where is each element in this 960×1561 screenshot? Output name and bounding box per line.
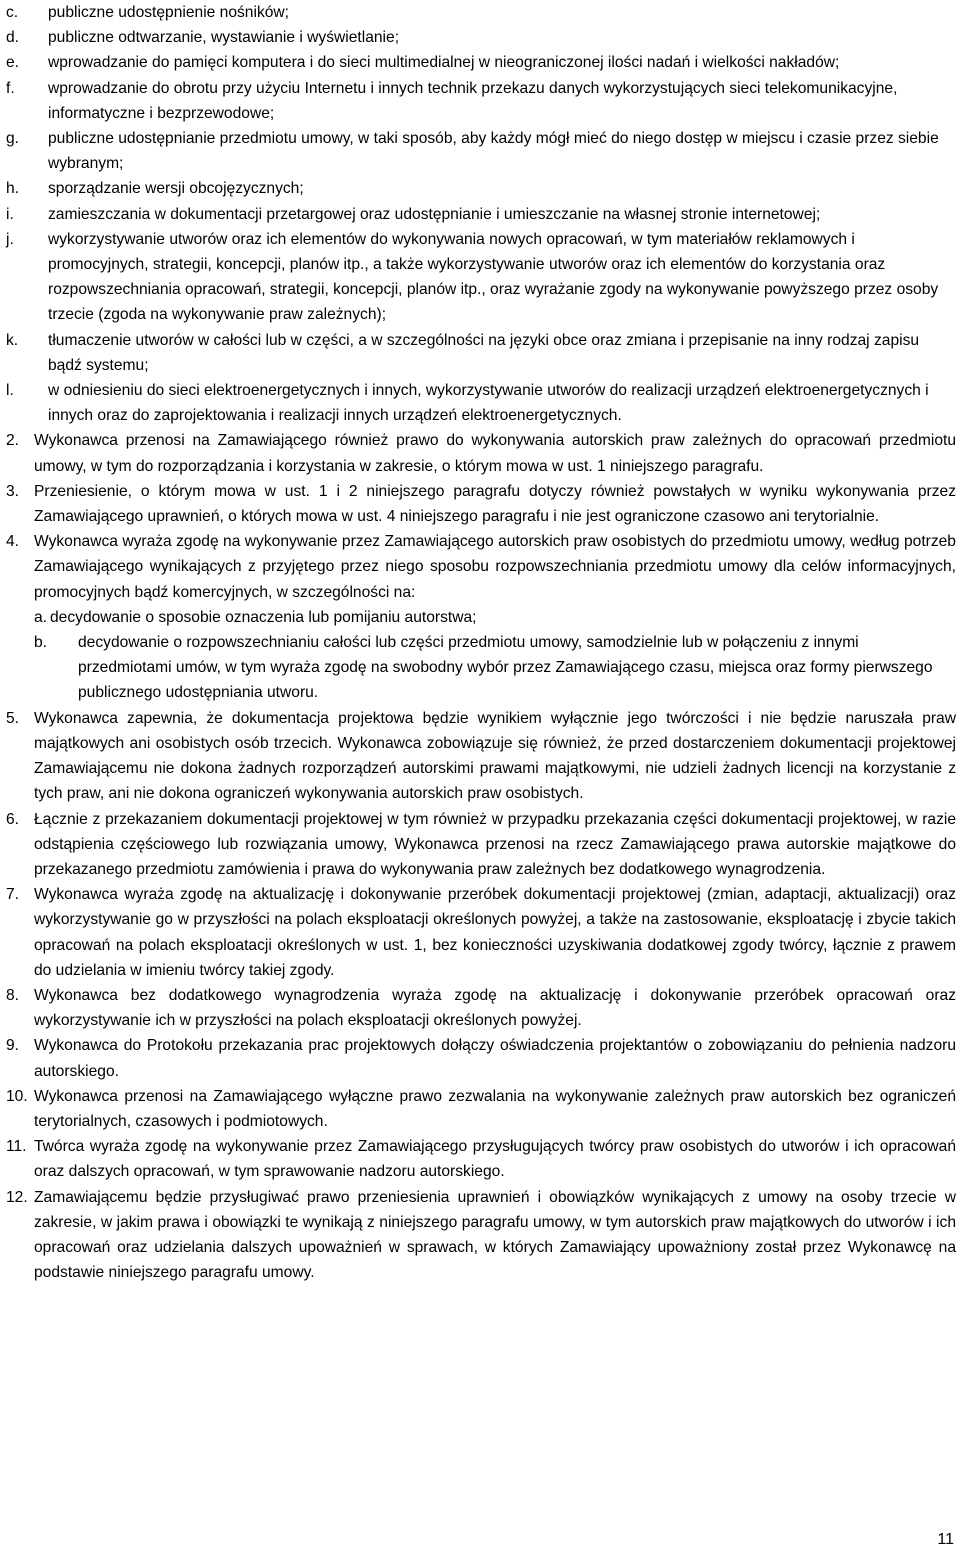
letter-item [6,176,956,201]
numbered-item [6,882,956,983]
numbered-item [6,983,956,1033]
letter-item [6,202,956,227]
list-text: sporządzanie wersji obcojęzycznych; [48,180,304,198]
letter-item [6,126,956,176]
list-text: Wykonawca zapewnia, że dokumentacja projektowa będzie wynikiem wyłącznie jego twórczości i nie będzie naruszała praw majątkowych ani osobistych osób trzecich. Wykonawca zobowiązuje się również, że przed dostarczeniem dokumentacji projektowej Zamawiającemu nie dokona żadnych rozporządzeń autorskimi prawami majątkowymi, nie udzieli żadnych licencji na korzystanie z tych praw, ani nie dokona ograniczeń wykonywania autorskich praw osobistych. [34,709,956,803]
list-marker: 9. [6,1037,20,1055]
list-marker: h. [6,180,20,198]
list-marker: 11. [6,1138,27,1156]
sub-item [6,605,956,630]
list-marker: 8. [6,986,20,1004]
list-marker: 10. [6,1087,28,1105]
list-marker: 3. [6,482,20,500]
letter-item [6,378,956,428]
list-marker: c. [6,4,19,21]
list-text: Wykonawca przenosi na Zamawiającego również prawo do wykonywania autorskich praw zależnych do opracowań przedmiotu umowy, w tym do rozporządzania i korzystania w zakresie, o którym mowa w ust. 1 niniejszego paragrafu. [34,432,956,475]
list-text: decydowanie o rozpowszechnianiu całości lub części przedmiotu umowy, samodzielnie lub w połączeniu z innymi przedmiotami umów, w tym wyraża zgodę na swobodny wybór przez Zamawiającego czasu, miejsca oraz formy pierwszego publicznego udostępniania utworu. [78,634,933,702]
list-text: Wykonawca przenosi na Zamawiającego wyłączne prawo zezwalania na wykonywanie zależnych praw autorskich bez ograniczeń terytorialnych, czasowych i podmiotowych. [34,1087,956,1130]
list-marker: j. [6,230,14,248]
numbered-item [6,807,956,883]
page-number: 11 [937,1531,954,1548]
list-marker: 4. [6,533,20,551]
numbered-item [6,479,956,529]
list-marker: 12. [6,1188,28,1206]
letter-item [6,0,956,25]
list-text: tłumaczenie utworów w całości lub w części, a w szczególności na języki obce oraz zmiana i przepisanie na inny rodzaj zapisu bądź systemu; [48,331,920,374]
document-page [6,0,956,1285]
list-marker: a. [34,608,48,626]
list-marker: 6. [6,810,20,828]
list-marker: f. [6,79,15,97]
list-marker: k. [6,331,19,349]
letter-item [6,50,956,75]
list-text: publiczne udostępnianie przedmiotu umowy, w taki sposób, aby każdy mógł mieć do niego dostęp w miejscu i czasie przez siebie wybranym; [48,130,939,173]
numbered-item [6,1033,956,1083]
list-text: publiczne udostępnienie nośników; [48,4,290,21]
list-marker: 2. [6,432,20,450]
list-marker: 5. [6,709,20,727]
list-marker: l. [6,382,14,400]
numbered-item [6,529,956,605]
numbered-item [6,1185,956,1286]
list-text: w odniesieniu do sieci elektroenergetycznych i innych, wykorzystywanie utworów do realizacji urządzeń elektroenergetycznych i innych oraz do zaprojektowania i realizacji innych urządzeń elektroenergetycznych. [48,382,929,425]
letter-item [6,25,956,50]
numbered-item [6,428,956,478]
list-marker: i. [6,205,14,223]
numbered-item [6,1134,956,1184]
list-text: Wykonawca bez dodatkowego wynagrodzenia wyraża zgodę na aktualizację i dokonywanie przeróbek opracowań oraz wykorzystywanie ich w przyszłości na polach eksploatacji określonych powyżej. [34,986,956,1030]
list-text: Wykonawca wyraża zgodę na wykonywanie przez Zamawiającego autorskich praw osobistych do przedmiotu umowy, według potrzeb Zamawiającego wynikających z przyjętego przez niego sposobu rozpowszechniania przedmiotu umowy dla celów informacyjnych, promocyjnych bądź komercyjnych, w szczególności na: [34,533,956,601]
numbered-item [6,706,956,807]
letter-item [6,227,956,328]
list-text: Wykonawca wyraża zgodę na aktualizację i dokonywanie przeróbek dokumentacji projektowej (zmian, adaptacji, aktualizacji) oraz wykorzystywanie go w przyszłości na polach eksploatacji określonych powyżej, a także na zastosowanie, eksploatację i zbycie takich opracowań na polach eksploatacji określonych w ust. 1, bez konieczności uzyskiwania dodatkowej zgody twórcy, łącznie z prawem do udzielania w imieniu twórcy takiej zgody. [34,886,956,979]
sub-item [6,630,956,706]
numbered-list-2 [6,706,956,1286]
list-text: Przeniesienie, o którym mowa w ust. 1 i 2 niniejszego paragrafu dotyczy również powstałych w wyniku wykonywania przez Zamawiającego uprawnień, o których mowa w ust. 4 niniejszego paragrafu i nie jest ograniczone czasowo ani terytorialnie. [34,482,956,526]
list-text: Wykonawca do Protokołu przekazania prac projektowych dołączy oświadczenia projektantów o zobowiązaniu do pełnienia nadzoru autorskiego. [34,1037,956,1080]
list-text: wykorzystywanie utworów oraz ich elementów do wykonywania nowych opracowań, w tym materiałów reklamowych i promocyjnych, strategii, koncepcji, planów itp., a także wykorzystywanie utworów oraz ich elementów do korzystania oraz rozpowszechniania opracowań, strategii, koncepcji, planów itp., oraz wyrażanie zgody na wykonywanie powyższego przez osoby trzecie (zgoda na wykonywanie praw zależnych); [48,230,939,324]
list-text: zamieszczania w dokumentacji przetargowej oraz udostępnianie i umieszczanie na własnej stronie internetowej; [48,205,821,223]
list-text: Łącznie z przekazaniem dokumentacji projektowej w tym również w przypadku przekazania części dokumentacji projektowej, w razie odstąpienia częściowego lub rozwiązania umowy, Wykonawca przenosi na rzecz Zamawiającego prawa autorskie majątkowe do przekazanego przedmiotu zamówienia i prawa do wykonywania praw zależnych bez dodatkowego wynagrodzenia. [34,810,956,878]
letter-item [6,328,956,378]
list-marker: b. [34,634,48,652]
list-marker: 7. [6,886,20,904]
list-text: Twórca wyraża zgodę na wykonywanie przez Zamawiającego przysługujących twórcy praw osobistych do utworów i ich opracowań oraz dalszych opracowań, w tym sprawowanie nadzoru autorskiego. [34,1138,956,1181]
list-marker: e. [6,54,20,72]
numbered-item [6,1084,956,1134]
list-text: publiczne odtwarzanie, wystawianie i wyświetlanie; [48,29,400,47]
numbered-list-1 [6,428,956,604]
list-text: wprowadzanie do pamięci komputera i do sieci multimedialnej w nieograniczonej ilości nadań i wielkości nakładów; [48,54,840,72]
list-text: wprowadzanie do obrotu przy użyciu Internetu i innych technik przekazu danych wykorzystujących sieci telekomunikacyjne, informatyczne i bezprzewodowe; [48,79,898,122]
letter-item [6,76,956,126]
list-text: Zamawiającemu będzie przysługiwać prawo przeniesienia uprawnień i obowiązków wynikających z umowy na osoby trzecie w zakresie, w jakim prawa i obowiązki te wynikają z niniejszego paragrafu umowy, w tym autorskich praw majątkowych do utworów i ich opracowań oraz udzielania dalszych upoważnień w sprawach, w których Zamawiający upoważniony został przez Wykonawcę na podstawie niniejszego paragrafu umowy. [34,1188,956,1282]
sub-list [6,605,956,706]
list-marker: d. [6,29,20,47]
letter-list [6,0,956,428]
list-text: decydowanie o sposobie oznaczenia lub pomijaniu autorstwa; [50,608,477,626]
list-marker: g. [6,130,20,148]
